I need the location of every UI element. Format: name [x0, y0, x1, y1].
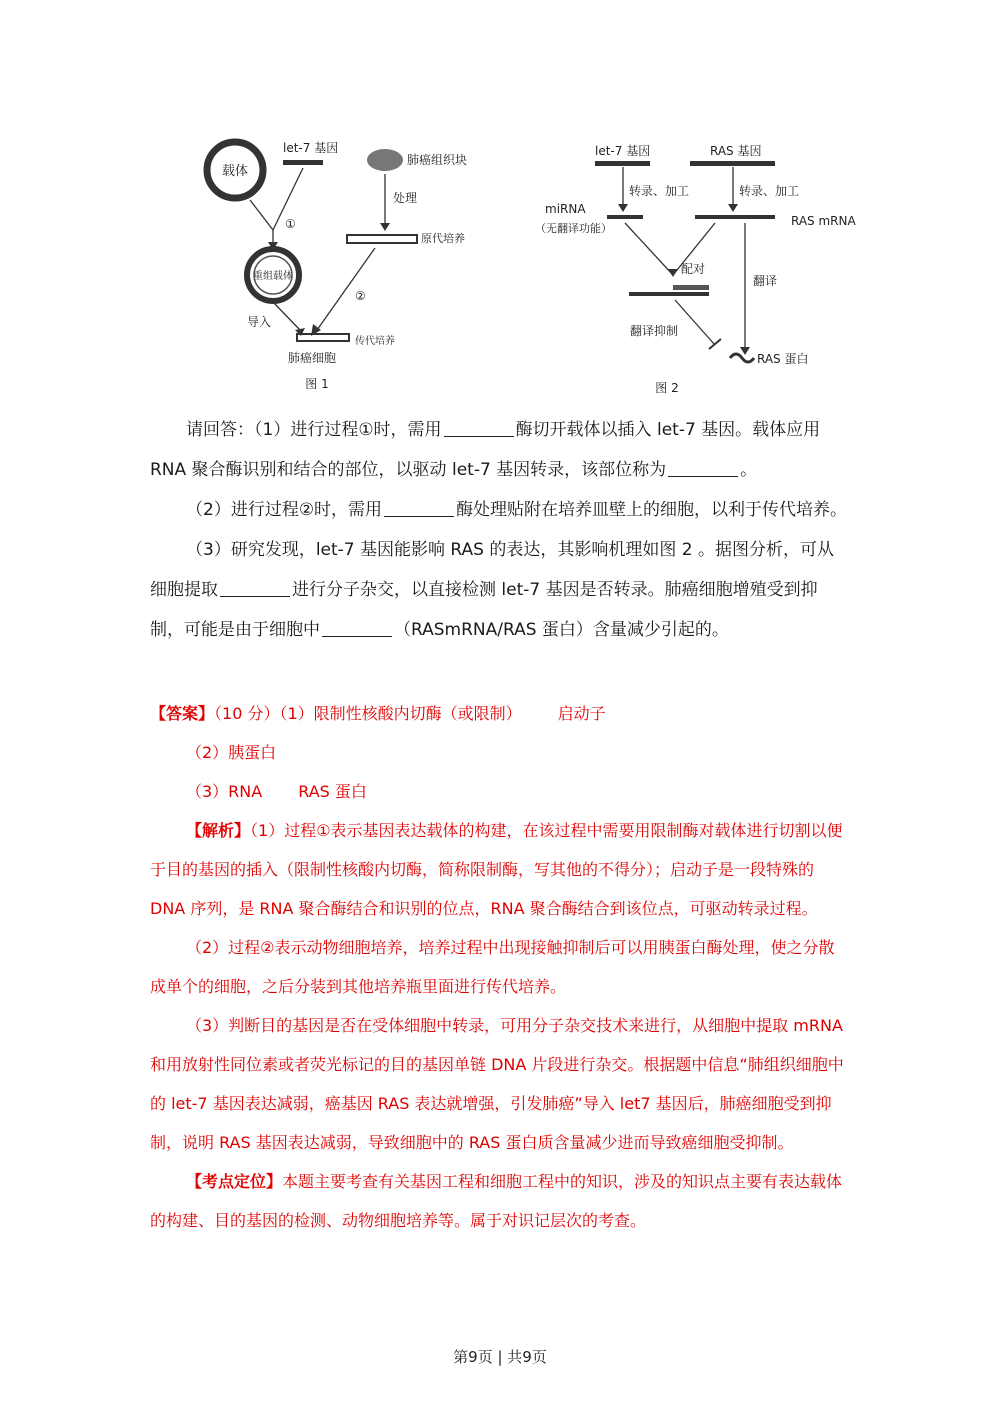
- recomb-label: 重组载体: [253, 271, 293, 282]
- answer-block: [150, 694, 850, 1240]
- step-1-label: ①: [285, 217, 296, 231]
- answer-line-1: 【答案】（10 分）（1）限制性核酸内切酶（或限制） 启动子: [150, 704, 606, 723]
- translate-label: 翻译: [753, 274, 778, 288]
- step-2-label: ②: [355, 289, 366, 303]
- ras-label: RAS 基因: [710, 144, 762, 158]
- passage-dish: [297, 334, 349, 341]
- point-tag: 【考点定位】: [186, 1172, 283, 1191]
- mirna-note: （无翻译功能）: [535, 222, 612, 235]
- answer-blank: [220, 595, 290, 597]
- point-paragraph: 【考点定位】本题主要考查有关基因工程和细胞工程中的知识，涉及的知识点主要有表达载体的构建、目的基因的检测、动物细胞培养等。属于对识记层次的考查。: [150, 1172, 843, 1230]
- tissue-label: 肺癌组织块: [407, 153, 468, 167]
- rasmrna-bar: [695, 215, 775, 219]
- passage-label: 传代培养: [355, 336, 395, 347]
- cell-label: 肺癌细胞: [288, 351, 337, 365]
- figure-1: [195, 130, 468, 400]
- question-block: [150, 410, 850, 650]
- answer-blank: [322, 635, 392, 637]
- answer-tag: 【答案】: [150, 704, 215, 723]
- answer-blank: [444, 435, 514, 437]
- ras-gene-bar: [690, 161, 775, 166]
- answer-line-3: （3）RNA RAS 蛋白: [186, 782, 367, 801]
- tissue-blob: [367, 149, 403, 171]
- answer-blank: [668, 475, 738, 477]
- analysis-paragraph-1: 【解析】（1）过程①表示基因表达载体的构建，在该过程中需要用限制酶对载体进行切割以便于目的基因的插入（限制性核酸内切酶，简称限制酶，写其他的不得分）；启动子是一段特殊的 DNA 序列，是 RNA 聚合酶结合和识别的位点，RNA 聚合酶结合到该位点，可驱动转录过程。: [150, 821, 843, 918]
- question-part-1: 请回答：（1）进行过程①时，需用 酶切开载体以插入 let-7 基因。载体应用 RNA 聚合酶识别和结合的部位，以驱动 let-7 基因转录，该部位称为 。: [150, 420, 821, 480]
- vector-label: 载体: [221, 164, 249, 179]
- let7-gene-bar: [595, 161, 650, 166]
- let7-label: let-7 基因: [595, 144, 651, 158]
- pair-label: 配对: [681, 262, 706, 276]
- figure-2: [535, 135, 875, 400]
- gene-bar: [283, 160, 323, 165]
- figure-1-caption: 图 1: [305, 377, 329, 391]
- question-part-2: （2）进行过程②时，需用 酶处理贴附在培养皿壁上的细胞，以利于传代培养。: [186, 500, 848, 520]
- analysis-tag: 【解析】: [186, 821, 251, 840]
- primary-label: 原代培养: [421, 232, 465, 245]
- mirna-label: miRNA: [545, 202, 586, 216]
- figure-2-caption: 图 2: [655, 381, 679, 395]
- analysis-paragraph-3: （3）判断目的基因是否在受体细胞中转录，可用分子杂交技术来进行，从细胞中提取 mRNA 和用放射性同位素或者荧光标记的目的基因单链 DNA 片段进行杂交。根据题中信息“肺组织细胞中的 let-7 基因表达减弱，癌基因 RAS 表达就增强，引发肺癌”导入 let7 基因后，肺癌细胞受到抑制，说明 RAS 基因表达减弱，导致细胞中的 RAS 蛋白质含量减少进而导致癌细胞受抑制。: [150, 1016, 844, 1152]
- primary-dish: [347, 235, 417, 243]
- gene-label: let-7 基因: [283, 141, 339, 155]
- page-footer: 第9页 | 共9页: [453, 1348, 547, 1366]
- mirna-bar: [607, 215, 643, 219]
- rasmrna-label: RAS mRNA: [791, 214, 856, 228]
- import-label: 导入: [247, 315, 272, 329]
- transcribe-1-label: 转录、加工: [629, 184, 690, 198]
- question-part-3: （3）研究发现，let-7 基因能影响 RAS 的表达，其影响机理如图 2 。据图分析，可从细胞提取 进行分子杂交，以直接检测 let-7 基因是否转录。肺癌细胞增殖受到抑制，可能是由于细胞中 （RASmRNA/RAS 蛋白）含量减少引起的。: [150, 540, 834, 640]
- process-label: 处理: [393, 191, 418, 205]
- analysis-paragraph-2: （2）过程②表示动物细胞培养，培养过程中出现接触抑制后可以用胰蛋白酶处理，使之分散成单个的细胞，之后分装到其他培养瓶里面进行传代培养。: [150, 938, 835, 996]
- answer-blank: [384, 515, 454, 517]
- answer-line-2: （2）胰蛋白: [186, 743, 277, 762]
- transcribe-2-label: 转录、加工: [739, 184, 800, 198]
- inhibit-label: 翻译抑制: [630, 324, 679, 338]
- protein-icon: [730, 354, 754, 362]
- protein-label: RAS 蛋白: [757, 352, 809, 366]
- duplex-bar: [629, 292, 709, 296]
